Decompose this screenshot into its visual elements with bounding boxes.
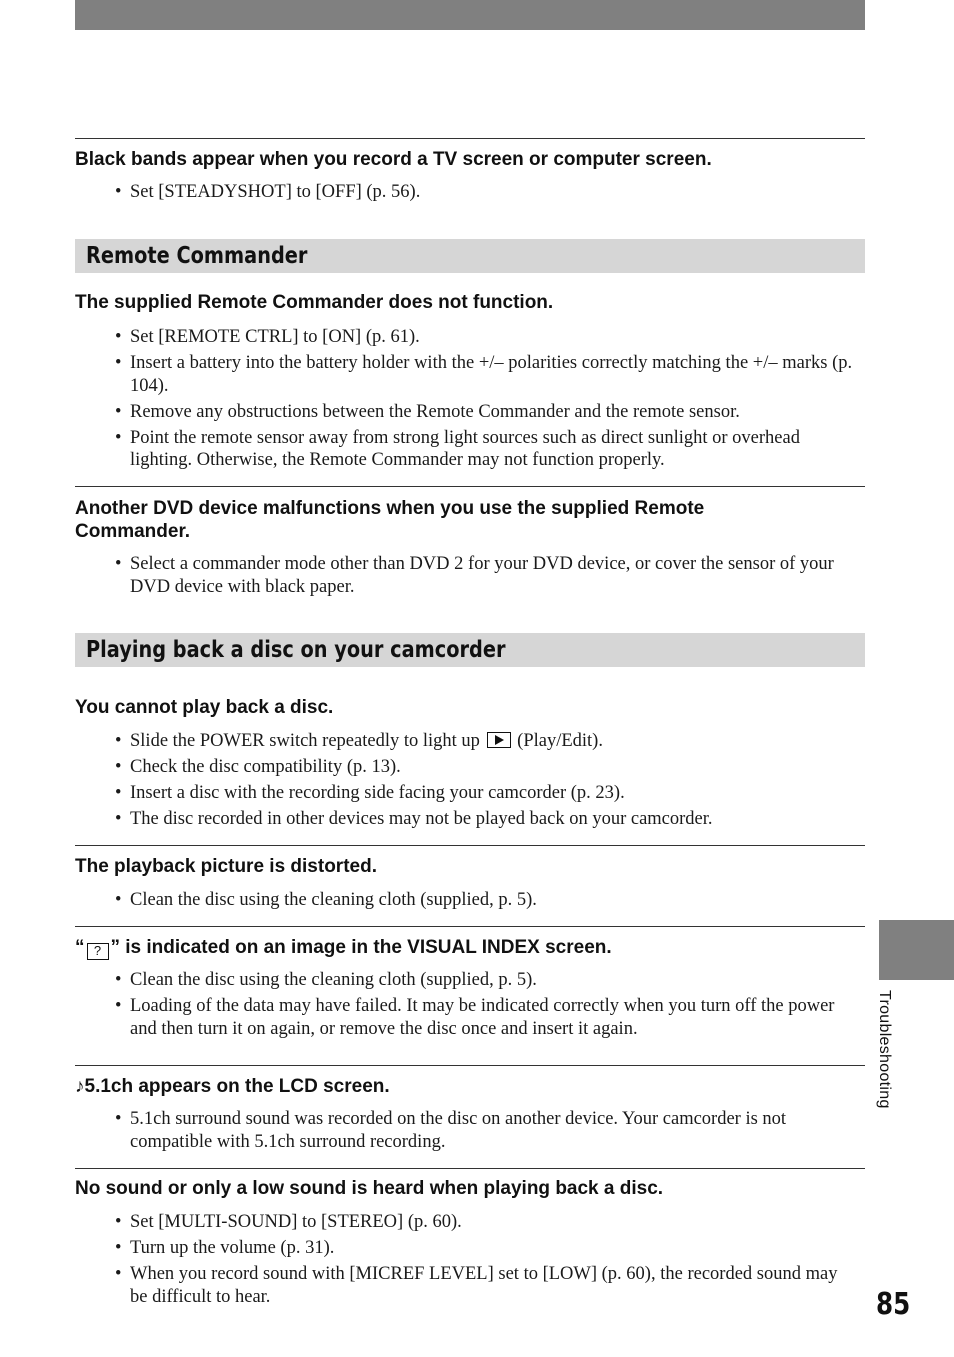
answer-text: Slide the POWER switch repeatedly to light up: [130, 731, 480, 751]
answer-item: • Check the disc compatibility (p. 13).: [115, 756, 855, 779]
question-heading: [75, 936, 865, 960]
answer-item: [115, 730, 855, 753]
answer-list: [115, 889, 855, 915]
answer-list: [115, 553, 855, 602]
answer-item: • Set [MULTI-SOUND] to [STEREO] (p. 60).: [115, 1211, 855, 1234]
header-bar: [75, 0, 865, 30]
answer-item: • Select a commander mode other than DVD 2 for your DVD device, or cover the sensor of your DVD device with black paper.: [115, 553, 855, 598]
question-heading: The supplied Remote Commander does not function.: [75, 292, 554, 313]
divider: [75, 1065, 865, 1066]
side-tab: [879, 920, 954, 980]
divider: [75, 845, 865, 846]
answer-item: • Clean the disc using the cleaning cloth (supplied, p. 5).: [115, 889, 855, 912]
answer-list: [115, 326, 855, 475]
question-text: ” is indicated on an image in the VISUAL INDEX screen.: [110, 937, 612, 958]
question-heading: Black bands appear when you record a TV screen or computer screen.: [75, 149, 712, 170]
page-number: 85: [876, 1287, 911, 1322]
answer-item: • Clean the disc using the cleaning cloth (supplied, p. 5).: [115, 969, 855, 992]
answer-list: [115, 969, 855, 1044]
answer-list: [115, 1211, 855, 1312]
answer-item: • Remove any obstructions between the Remote Commander and the remote sensor.: [115, 401, 855, 424]
question-heading: Another DVD device malfunctions when you use the supplied Remote Commander.: [75, 498, 705, 542]
divider: [75, 1168, 865, 1169]
answer-item: • Point the remote sensor away from strong light sources such as direct sunlight or overhead lighting. Otherwise, the Remote Commander may not function properly.: [115, 427, 855, 472]
question-heading: You cannot play back a disc.: [75, 697, 334, 718]
answer-item: • Insert a battery into the battery holder with the +/– polarities correctly matching the +/– marks (p. 104).: [115, 352, 855, 397]
section-bar: [75, 633, 865, 667]
question-mark-icon: ?: [87, 943, 109, 960]
answer-list: [115, 730, 855, 834]
answer-text: (Play/Edit).: [517, 731, 603, 751]
section-bar: [75, 239, 865, 273]
answer-item: • Loading of the data may have failed. It may be indicated correctly when you turn off the power and then turn it on again, or remove the disc once and insert it again.: [115, 995, 855, 1040]
answer-item: • When you record sound with [MICREF LEVEL] set to [LOW] (p. 60), the recorded sound may be difficult to hear.: [115, 1263, 855, 1308]
answer-item: • Set [STEADYSHOT] to [OFF] (p. 56).: [115, 181, 855, 204]
answer-item: • Turn up the volume (p. 31).: [115, 1237, 855, 1260]
answer-item: • Set [REMOTE CTRL] to [ON] (p. 61).: [115, 326, 855, 349]
answer-item: • The disc recorded in other devices may not be played back on your camcorder.: [115, 808, 855, 831]
answer-list: [115, 181, 855, 207]
divider: [75, 486, 865, 487]
question-heading: ♪5.1ch appears on the LCD screen.: [75, 1076, 390, 1097]
answer-item: • Insert a disc with the recording side facing your camcorder (p. 23).: [115, 782, 855, 805]
divider: [75, 138, 865, 139]
side-tab-text: Troubleshooting: [876, 990, 893, 1109]
play-edit-icon: [487, 732, 511, 748]
question-heading: No sound or only a low sound is heard when playing back a disc.: [75, 1178, 664, 1199]
section-title: Playing back a disc on your camcorder: [86, 637, 506, 663]
answer-list: [115, 1108, 855, 1157]
answer-item: • 5.1ch surround sound was recorded on the disc on another device. Your camcorder is not compatible with 5.1ch surround recording.: [115, 1108, 855, 1153]
divider: [75, 926, 865, 927]
quote-open: “: [75, 937, 85, 958]
section-title: Remote Commander: [86, 243, 308, 269]
question-heading: The playback picture is distorted.: [75, 856, 377, 877]
